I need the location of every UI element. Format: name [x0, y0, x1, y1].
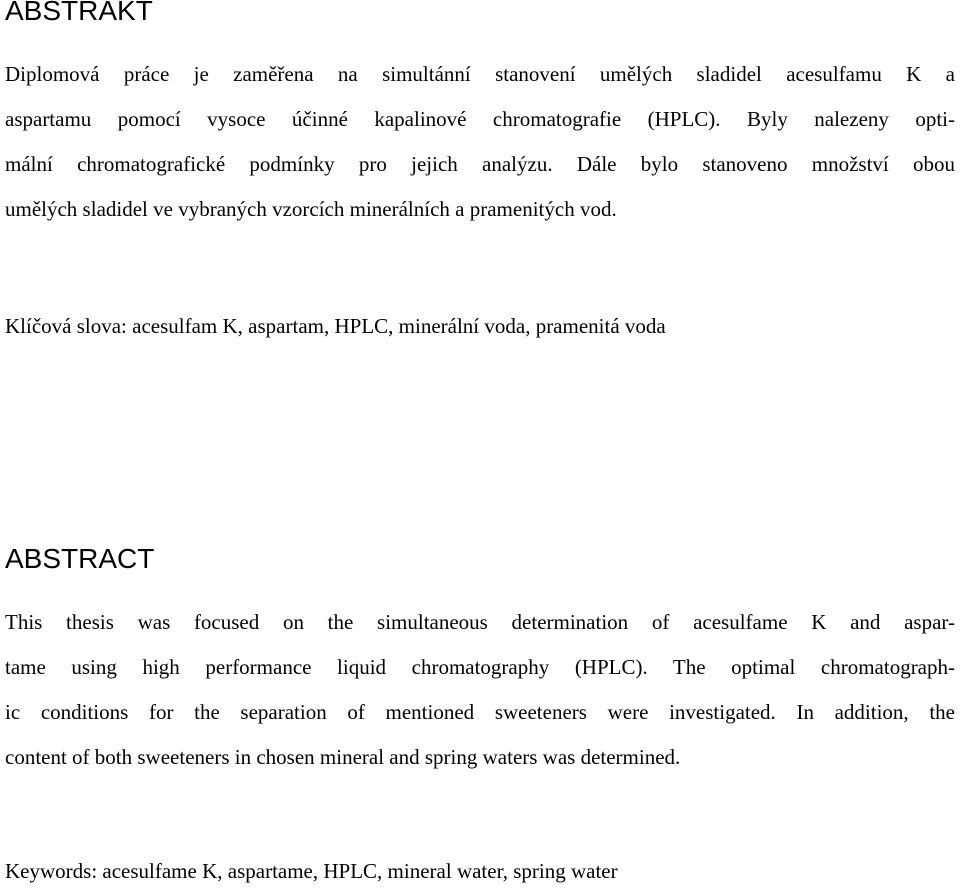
abstrakt-line: umělých sladidel ve vybraných vzorcích minerálních a pramenitých vod. — [5, 197, 617, 221]
abstrakt-line: mální chromatografické podmínky pro jejich analýzu. Dále bylo stanoveno množství obou — [5, 152, 955, 176]
abstract-line: ic conditions for the separation of mentioned sweeteners were investigated. In addition, the — [5, 700, 955, 724]
abstract-line: tame using high performance liquid chromatography (HPLC). The optimal chromatograph- — [5, 655, 955, 679]
abstrakt-paragraph — [5, 52, 955, 232]
english-keywords: Keywords: acesulfame K, aspartame, HPLC, mineral water, spring water — [5, 859, 618, 883]
abstrakt-line: Diplomová práce je zaměřena na simultánní stanovení umělých sladidel acesulfamu K a — [5, 62, 955, 86]
abstract-line: content of both sweeteners in chosen mineral and spring waters was determined. — [5, 745, 681, 769]
abstrakt-line: aspartamu pomocí vysoce účinné kapalinové chromatografie (HPLC). Byly nalezeny opti- — [5, 107, 955, 131]
abstract-line: This thesis was focused on the simultaneous determination of acesulfame K and aspar- — [5, 610, 955, 634]
czech-keywords: Klíčová slova: acesulfam K, aspartam, HPLC, minerální voda, pramenitá voda — [5, 314, 666, 338]
abstract-heading: ABSTRACT — [5, 543, 155, 574]
abstract-paragraph — [5, 600, 955, 780]
abstrakt-heading: ABSTRAKT — [5, 0, 153, 26]
